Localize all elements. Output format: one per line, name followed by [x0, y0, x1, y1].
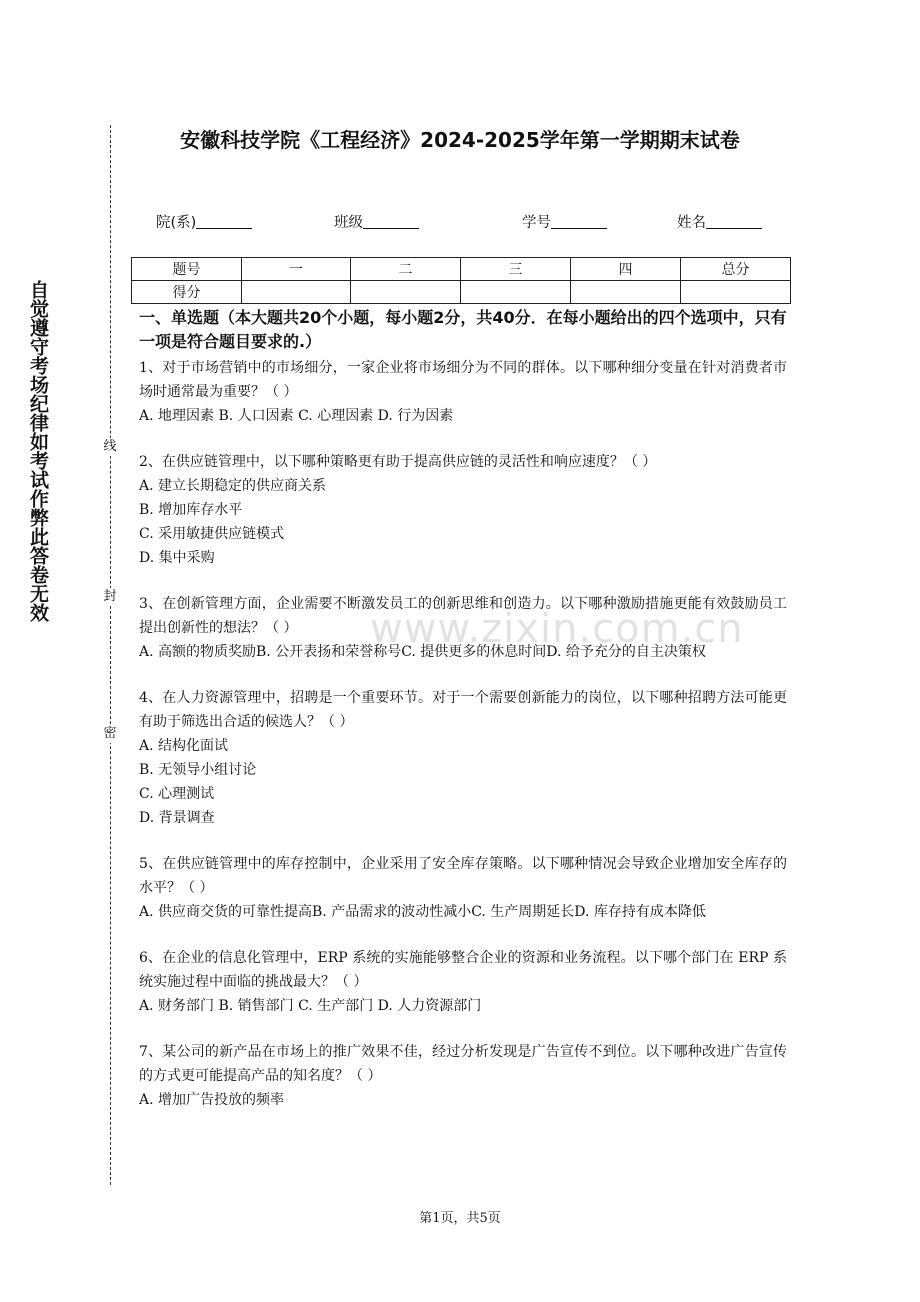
option-a: A. 结构化面试	[139, 738, 229, 754]
score-cell[interactable]	[242, 281, 351, 304]
option-b: B. 无领导小组讨论	[139, 762, 257, 778]
question-stem: 6、在企业的信息化管理中，ERP 系统的实施能够整合企业的资源和业务流程。以下哪个部门在 ERP 系统实施过程中面临的挑战最大？（ ）	[139, 950, 787, 990]
option-b: B. 增加库存水平	[139, 502, 243, 518]
student-id-field[interactable]	[522, 211, 607, 232]
class-label: 班级	[334, 215, 363, 231]
option-a: A. 增加广告投放的频率	[139, 1092, 285, 1108]
score-row-label: 得分	[132, 281, 242, 304]
score-table-header-row	[132, 258, 791, 281]
page-footer: 第1页，共5页	[419, 1211, 501, 1226]
header-cell: 四	[571, 258, 681, 281]
score-cell[interactable]	[571, 281, 681, 304]
college-blank[interactable]	[196, 214, 252, 229]
college-field[interactable]	[156, 211, 252, 232]
header-cell: 题号	[132, 258, 242, 281]
option-c: C. 采用敏捷供应链模式	[139, 526, 285, 542]
college-label: 院(系)	[156, 215, 197, 231]
question-2	[139, 450, 787, 570]
question-options: A. 地理因素 B. 人口因素 C. 心理因素 D. 行为因素	[139, 408, 454, 424]
exam-title: 安徽科技学院《工程经济》2024-2025学年第一学期期末试卷	[180, 128, 740, 152]
question-6	[139, 946, 787, 1018]
option-a: A. 建立长期稳定的供应商关系	[139, 478, 327, 494]
score-cell[interactable]	[681, 281, 791, 304]
question-5	[139, 852, 787, 924]
header-cell: 二	[351, 258, 461, 281]
name-blank[interactable]	[706, 214, 762, 229]
section-title: 一、单选题（本大题共20个小题，每小题2分，共40分．在每小题给出的四个选项中，只有一项是符合题目要求的.）	[139, 308, 787, 351]
class-field[interactable]	[334, 211, 419, 232]
student-id-label: 学号	[522, 215, 551, 231]
question-stem: 5、在供应链管理中的库存控制中，企业采用了安全库存策略。以下哪种情况会导致企业增加安全库存的水平？（ ）	[139, 856, 787, 896]
score-table	[131, 257, 791, 304]
header-cell: 一	[242, 258, 351, 281]
score-cell[interactable]	[461, 281, 571, 304]
question-7	[139, 1040, 787, 1112]
question-options: A. 供应商交货的可靠性提高B. 产品需求的波动性减小C. 生产周期延长D. 库存持有成本降低	[139, 904, 706, 920]
seal-char-feng: 封	[101, 588, 119, 606]
question-stem: 7、某公司的新产品在市场上的推广效果不佳，经过分析发现是广告宣传不到位。以下哪种改进广告宣传的方式更可能提高产品的知名度？（ ）	[139, 1044, 787, 1084]
question-options: A. 财务部门 B. 销售部门 C. 生产部门 D. 人力资源部门	[139, 998, 482, 1014]
question-options: A. 高额的物质奖励B. 公开表扬和荣誉称号C. 提供更多的休息时间D. 给予充分的自主决策权	[139, 644, 706, 660]
question-stem: 4、在人力资源管理中，招聘是一个重要环节。对于一个需要创新能力的岗位，以下哪种招聘方法可能更有助于筛选出合适的候选人？（ ）	[139, 690, 787, 730]
seal-dashed-line	[110, 125, 111, 1185]
header-cell: 三	[461, 258, 571, 281]
option-d: D. 背景调查	[139, 810, 215, 826]
option-c: C. 心理测试	[139, 786, 215, 802]
seal-char-mi: 密	[101, 725, 119, 743]
name-label: 姓名	[677, 215, 706, 231]
header-cell: 总分	[681, 258, 791, 281]
student-id-blank[interactable]	[551, 214, 607, 229]
question-1	[139, 356, 787, 428]
watermark: www.zixin.com.cn	[370, 606, 744, 652]
name-field[interactable]	[677, 211, 762, 232]
score-table-score-row	[132, 281, 791, 304]
score-cell[interactable]	[351, 281, 461, 304]
exam-content	[139, 306, 787, 1134]
question-stem: 2、在供应链管理中，以下哪种策略更有助于提高供应链的灵活性和响应速度？（ ）	[139, 454, 657, 470]
question-stem: 3、在创新管理方面，企业需要不断激发员工的创新思维和创造力。以下哪种激励措施更能有效鼓励员工提出创新性的想法？（ ）	[139, 596, 787, 636]
class-blank[interactable]	[363, 214, 419, 229]
exam-discipline-warning: 自觉遵守考场纪律如考试作弊此答卷无效	[27, 280, 49, 622]
question-stem: 1、对于市场营销中的市场细分，一家企业将市场细分为不同的群体。以下哪种细分变量在针对消费者市场时通常最为重要？（ ）	[139, 360, 787, 400]
seal-char-xian: 线	[101, 438, 119, 456]
option-d: D. 集中采购	[139, 550, 215, 566]
question-3	[139, 592, 787, 664]
question-4	[139, 686, 787, 830]
